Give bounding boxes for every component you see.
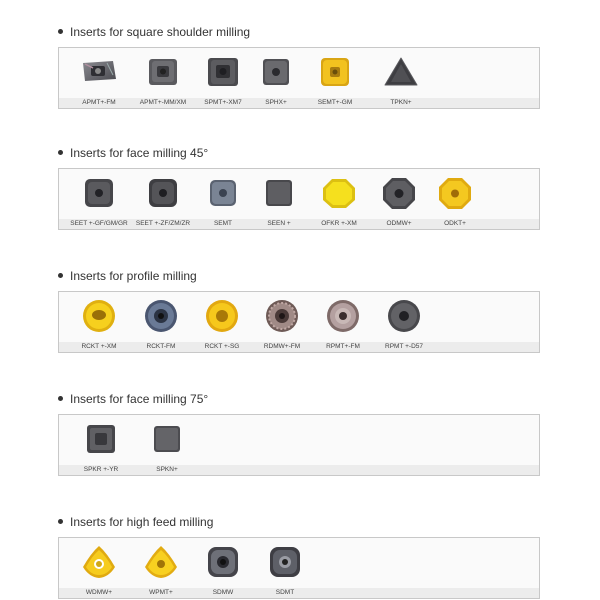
insert-label: SEMT: [213, 220, 233, 227]
insert-label: RPMT+-FM: [326, 343, 360, 350]
triangle-insert-icon: [381, 53, 421, 91]
section-title: [58, 391, 208, 407]
section-title-text: Inserts for face milling 45°: [70, 146, 209, 160]
square-insert-icon: [265, 543, 305, 581]
insert-label: SPHX+: [265, 99, 287, 106]
insert-item: [415, 169, 495, 229]
square-insert-icon: [259, 174, 299, 212]
section-title: [58, 268, 197, 284]
gold-trigon-insert-icon: [79, 543, 119, 581]
insert-label: SPKN+: [156, 466, 178, 473]
square-insert-icon: [143, 53, 183, 91]
insert-label: SDMW: [212, 589, 234, 596]
gold-trigon-insert-icon: [141, 543, 181, 581]
insert-label: RCKT +-SG: [204, 343, 240, 350]
square-insert-icon: [143, 174, 183, 212]
section-title-text: Inserts for profile milling: [70, 269, 197, 283]
insert-label: OFKR +-XM: [321, 220, 357, 227]
square-insert-icon: [147, 420, 187, 458]
insert-item: [364, 292, 444, 352]
round-insert-icon: [384, 297, 424, 335]
insert-label: RCKT-FM: [146, 343, 176, 350]
octagon-insert-icon: [379, 174, 419, 212]
square-insert-icon: [81, 420, 121, 458]
insert-panel: [58, 168, 540, 230]
insert-panel: [58, 291, 540, 353]
gold-round-insert-icon: [202, 297, 242, 335]
insert-panel: [58, 537, 540, 599]
insert-label: RDMW+-FM: [263, 343, 301, 350]
insert-label: SEMT+-GM: [317, 99, 353, 106]
bullet-icon: [58, 150, 63, 155]
insert-item: [361, 48, 441, 108]
insert-label: APMT+-MM/XM: [139, 99, 187, 106]
gold-square-insert-icon: [315, 53, 355, 91]
section-title-text: Inserts for high feed milling: [70, 515, 214, 529]
square-insert-icon: [256, 53, 296, 91]
square-insert-icon: [203, 543, 243, 581]
insert-label: ODKT+: [444, 220, 466, 227]
bullet-icon: [58, 396, 63, 401]
insert-label: SDMT: [275, 589, 295, 596]
insert-label: RCKT +-XM: [81, 343, 117, 350]
blue-round-insert-icon: [141, 297, 181, 335]
insert-label: SEEN +: [267, 220, 291, 227]
gold-round-insert-icon: [79, 297, 119, 335]
insert-label: ODMW+: [386, 220, 412, 227]
round-insert-icon: [323, 297, 363, 335]
insert-label: SEET +-GF/GM/GR: [70, 220, 128, 227]
insert-panel: [58, 47, 540, 109]
gold-octagon-insert-icon: [319, 174, 359, 212]
section-title: [58, 514, 213, 530]
section-title: [58, 145, 208, 161]
bullet-icon: [58, 29, 63, 34]
insert-label: TPKN+: [390, 99, 412, 106]
insert-label: SPKR +-YR: [83, 466, 119, 473]
insert-label: SPMT+-XM7: [204, 99, 242, 106]
rectangular-insert-icon: [79, 53, 119, 91]
insert-label: WPMT+: [149, 589, 173, 596]
section-title-text: Inserts for square shoulder milling: [70, 25, 251, 39]
bullet-icon: [58, 519, 63, 524]
insert-label: SEET +-ZF/ZM/ZR: [135, 220, 191, 227]
insert-label: APMT+-FM: [82, 99, 116, 106]
insert-label: RPMT +-D57: [385, 343, 423, 350]
insert-item: [245, 538, 325, 598]
section-title: [58, 24, 250, 40]
square-insert-icon: [203, 174, 243, 212]
insert-item: [127, 415, 207, 475]
round-insert-icon: [262, 297, 302, 335]
square-insert-icon: [79, 174, 119, 212]
gold-octagon-insert-icon: [435, 174, 475, 212]
insert-label: WDMW+: [85, 589, 113, 596]
insert-panel: [58, 414, 540, 476]
section-title-text: Inserts for face milling 75°: [70, 392, 209, 406]
bullet-icon: [58, 273, 63, 278]
